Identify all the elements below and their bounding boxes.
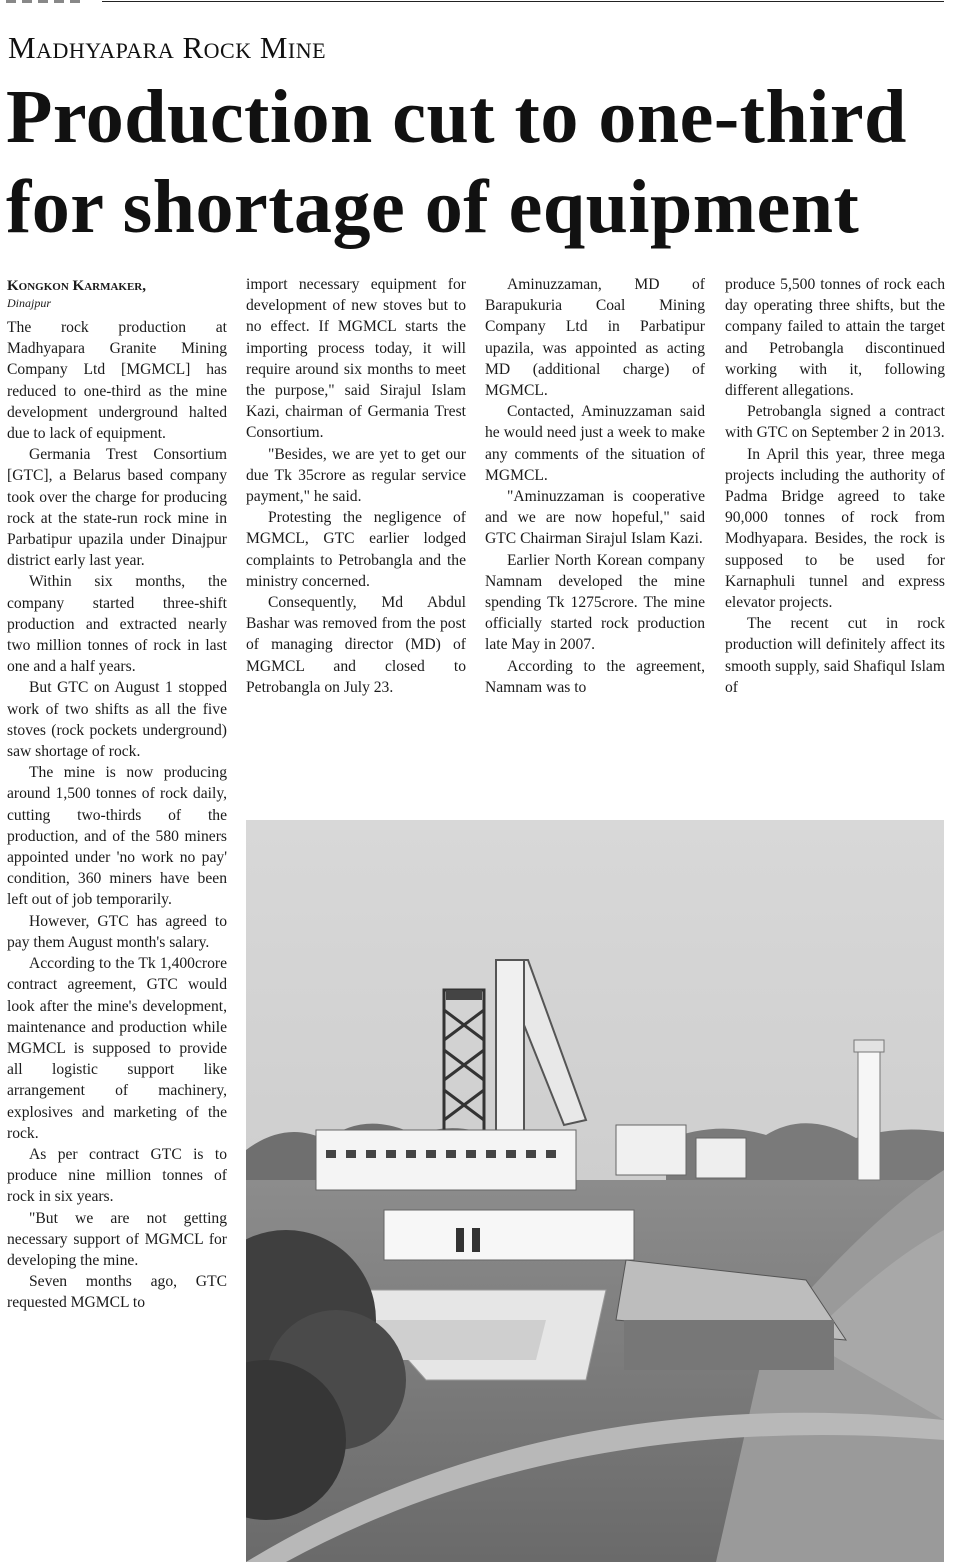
headline [6, 72, 952, 252]
paragraph: According to the Tk 1,400crore contract agreement, GTC would look after the mine's development, maintenance and production while MGMCL is supposed to provide all logistic support like arrangement of machinery, explosives and marketing of the rock. [7, 955, 227, 1142]
paragraph: According to the agreement, Namnam was to [485, 657, 705, 696]
top-dashes [6, 0, 80, 3]
column-4 [725, 274, 945, 698]
paragraph: "Aminuzzaman is cooperative and we are now hopeful," said GTC Chairman Sirajul Islam Kazi. [485, 488, 705, 548]
paragraph: Seven months ago, GTC requested MGMCL to [7, 1273, 227, 1312]
paragraph: produce 5,500 tonnes of rock each day operating three shifts, but the company failed to attain the target and Petrobangla discontinued working with it, following different allegations. [725, 276, 945, 400]
mine-photo [246, 820, 944, 1562]
byline-author: Kongkon Karmaker, [7, 278, 146, 294]
paragraph: Consequently, Md Abdul Bashar was removed from the post of managing director (MD) of MGMCL and closed to Petrobangla on July 23. [246, 594, 466, 696]
paragraph: The mine is now producing around 1,500 tonnes of rock daily, cutting two-thirds of the production, and of the 580 miners appointed under 'no work no pay' condition, 360 miners have been left out of job temporarily. [7, 764, 227, 909]
column-1 [7, 274, 227, 1314]
paragraph: Germania Trest Consortium [GTC], a Belarus based company took over the charge for producing rock at the state-run rock mine in Parbatipur upazila under Dinajpur district early last year. [7, 446, 227, 570]
paragraph: "But we are not getting necessary support of MGMCL for developing the mine. [7, 1209, 227, 1269]
paragraph: The recent cut in rock production will definitely affect its smooth supply, said Shafiqul Islam of [725, 615, 945, 696]
kicker: Madhyapara Rock Mine [8, 30, 327, 65]
paragraph: But GTC on August 1 stopped work of two shifts as all the five stoves (rock pockets underground) saw shortage of rock. [7, 679, 227, 761]
paragraph: However, GTC has agreed to pay them August month's salary. [7, 912, 227, 951]
paragraph: Within six months, the company started three-shift production and extracted nearly two million tonnes of rock in last one and a half years. [7, 573, 227, 676]
byline-dateline: Dinajpur [7, 296, 52, 310]
paragraph: Petrobangla signed a contract with GTC on September 2 in 2013. [725, 403, 945, 442]
headline-line-1: Production cut to one-third [6, 75, 907, 159]
paragraph: "Besides, we are yet to get our due Tk 35crore as regular service payment," he said. [246, 445, 466, 506]
top-rule [0, 0, 954, 4]
paragraph: The rock production at Madhyapara Granite Mining Company Ltd [MGMCL] has reduced to one-third as the mine development underground halted due to lack of equipment. [7, 319, 227, 443]
paragraph: Aminuzzaman, MD of Barapukuria Coal Mining Company Ltd in Parbatipur upazila, was appointed as acting MD (additional charge) of MGMCL. [485, 276, 705, 400]
top-line [102, 1, 944, 2]
paragraph: Earlier North Korean company Namnam developed the mine spending Tk 1275crore. The mine officially started rock production late May in 2007. [485, 551, 705, 654]
paragraph: Contacted, Aminuzzaman said he would need just a week to make any comments of the situation of MGMCL. [485, 403, 705, 484]
column-3 [485, 274, 705, 698]
paragraph: In April this year, three mega projects including the authority of Padma Bridge agreed to take 90,000 tonnes of rock from Modhyapara. Besides, the rock is supposed to be used for Karnaphuli tunnel and express elevator projects. [725, 445, 945, 612]
headline-line-2: for shortage of equipment [6, 165, 860, 249]
column-2 [246, 274, 466, 698]
mine-photo-illustration [246, 820, 944, 1562]
paragraph: Protesting the negligence of MGMCL, GTC earlier lodged complaints to Petrobangla and the ministry concerned. [246, 509, 466, 590]
paragraph: As per contract GTC is to produce nine million tonnes of rock in six years. [7, 1145, 227, 1206]
paragraph: import necessary equipment for development of new stoves but to no effect. If MGMCL starts the importing process today, it will require around six months to meet the purpose," said Sirajul Islam Kazi, chairman of Germania Trest Consortium. [246, 276, 466, 442]
